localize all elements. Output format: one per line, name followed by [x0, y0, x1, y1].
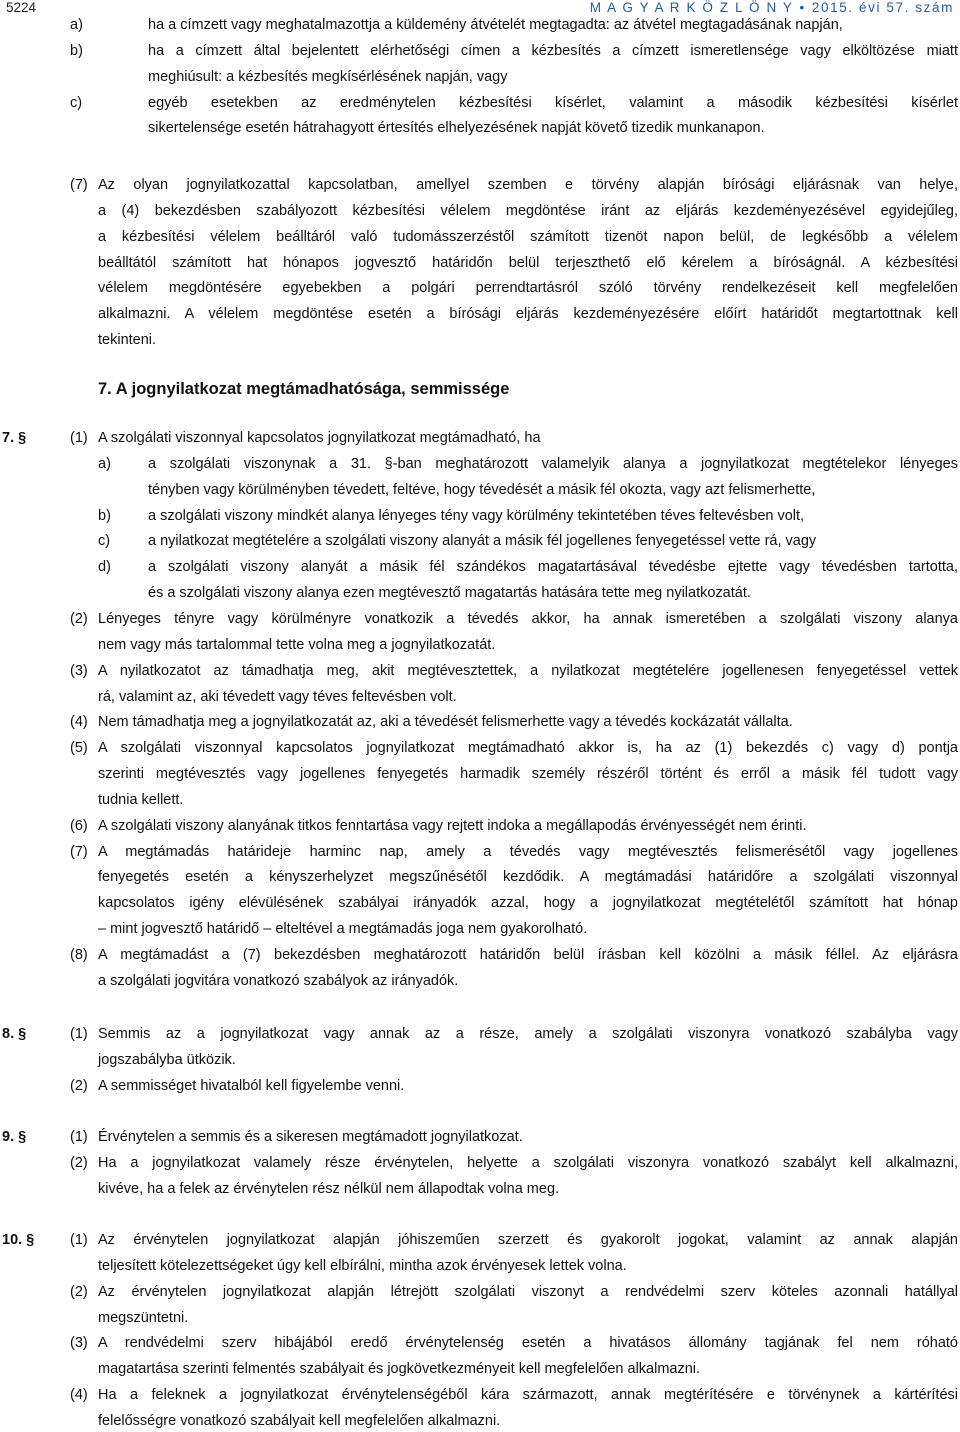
item-b-label: b) [70, 42, 83, 59]
par7-point-a-line: tényben vagy körülményben tévedett, feltéve, hogy tévedését a másik fél okozta, vagy azt felismerhette, [148, 481, 816, 498]
par7-sub-2-line: nem vagy más tartalommal tette volna meg a jognyilatkozatát. [98, 636, 496, 653]
par7-point-c-label: c) [98, 533, 111, 550]
item-b-line: ha a címzett által bejelentett elérhetőségi címen a kézbesítés a címzett ismeretlensége vagy elköltözése miatt [148, 42, 958, 59]
par7-sub-3-label: (3) [70, 662, 88, 679]
item-c-label: c) [70, 94, 83, 111]
par7-sub-7-line: – mint jogvesztő határidő – elteltével a megtámadás joga nem gyakorolható. [98, 921, 588, 938]
par7-sub-7-line: fenyegetés esetén a kényszerhelyzet megszűnésétől kezdődik. A megtámadási határidőre a szolgálati viszonnyal [98, 869, 958, 886]
par7-point-d-line: a szolgálati viszony alanyát a másik fél szándékos magatartásával tévedésbe ejtette vagy tévedésben tartotta, [148, 559, 958, 576]
par10-sub-4-line: felelősségre vonatkozó szabályait kell megfelelően alkalmazni. [98, 1412, 501, 1429]
section-10-number: 10. § [2, 1232, 35, 1248]
par7-point-b-line: a szolgálati viszony mindkét alanya lényeges tény vagy körülmény tekintetében téves feltevésben volt, [148, 507, 805, 524]
par10-sub-1-label: (1) [70, 1232, 88, 1248]
par7-sub-4-line: Nem támadhatja meg a jognyilatkozatát az, aki a tévedését felismerhette vagy a tévedés kockázatát vállalta. [98, 714, 793, 731]
par7-point-a-label: a) [98, 455, 111, 472]
par7-sub-2-label: (2) [70, 610, 88, 627]
par9-sub-2-label: (2) [70, 1154, 88, 1171]
item-a-line: ha a címzett vagy meghatalmazottja a küldemény átvételét megtagadta: az átvétel megtagadásának napján, [148, 17, 843, 33]
par10-sub-3-line: magatartása szerinti felmentés szabályait és jogkövetkezményeit kell megfelelően alkalmazni. [98, 1361, 701, 1378]
par7-sub-7-label: (7) [70, 843, 88, 860]
par10-sub-1-line: teljesített kötelezettségeket úgy kell elbírálni, mintha azok érvényesek lettek volna. [98, 1257, 627, 1274]
par7-sub-8-line: a szolgálati jogvitára vonatkozó szabályok az irányadók. [98, 972, 459, 989]
par7-sub-5-line: A szolgálati viszonnyal kapcsolatos jognyilatkozat megtámadható akkor is, ha az (1) bekezdés c) vagy d) pontja [98, 740, 958, 757]
par8-sub-1-line: jogszabályba ütközik. [98, 1051, 236, 1068]
par10-sub-2-line: megszüntetni. [98, 1309, 189, 1326]
paragraph-7-line: a (4) bekezdésben szabályozott kézbesítési vélelem megdöntése iránt az eljárás kezdeményezésével egyidejűleg, [98, 202, 958, 219]
par8-sub-1-line: Semmis az a jognyilatkozat vagy annak az a része, amely a szolgálati viszonyra vonatkozó szabályba vagy [98, 1026, 958, 1042]
par7-p1-text: A szolgálati viszonnyal kapcsolatos jognyilatkozat megtámadható, ha [98, 430, 541, 446]
par7-point-d-label: d) [98, 559, 111, 576]
par7-point-c-line: a nyilatkozat megtételére a szolgálati viszony alanyát a másik fél jogellenes fenyegetéssel vette rá, vagy [148, 533, 817, 550]
par10-sub-3-line: A rendvédelmi szerv hibájából eredő érvénytelenség esetén a hivatásos állomány tagjának fel nem róható [98, 1335, 958, 1352]
item-b-line: meghiúsult: a kézbesítés megkísérlésének napján, vagy [148, 68, 508, 85]
par7-sub-4-label: (4) [70, 714, 88, 731]
par7-p1-label: (1) [70, 430, 88, 446]
par9-sub-1-line: Érvénytelen a semmis és a sikeresen megtámadott jognyilatkozat. [98, 1129, 523, 1145]
section-8-number: 8. § [2, 1026, 27, 1042]
paragraph-7-line: beálltától számított hat hónapos jogvesztő határidőn belül terjeszthető elő kérelem a bíróságnál. A kézbesítési [98, 254, 958, 271]
page-number: 5224 [6, 0, 37, 15]
item-c-line: egyéb esetekben az eredménytelen kézbesítési kísérlet, valamint a második kézbesítési kísérlet [148, 94, 958, 111]
par8-sub-1-label: (1) [70, 1026, 88, 1042]
par7-point-a-line: a szolgálati viszonynak a 31. §-ban meghatározott valamelyik alanya a jognyilatkozat megtételekor lényeges [148, 455, 958, 472]
par7-sub-7-line: kapcsolatos igény elévülésének szabályai irányadók azzal, hogy a jognyilatkozat megtételétől számított hat hónap [98, 895, 958, 912]
par10-sub-2-label: (2) [70, 1283, 88, 1300]
par7-point-b-label: b) [98, 507, 111, 524]
paragraph-7-label: (7) [70, 177, 88, 193]
journal-title: M A G Y A R K Ö Z L Ö N Y [589, 0, 794, 15]
section-7-number: 7. § [2, 430, 27, 446]
header-bullet: • [799, 0, 806, 15]
paragraph-7-line: Az olyan jognyilatkozattal kapcsolatban, amellyel szemben e törvény alapján bírósági eljárásnak van helye, [98, 177, 958, 193]
par10-sub-4-label: (4) [70, 1387, 88, 1404]
par7-sub-8-label: (8) [70, 947, 88, 963]
par7-sub-6-label: (6) [70, 817, 88, 834]
par7-sub-3-line: rá, valamint az, aki tévedett vagy téves feltevésben volt. [98, 688, 457, 705]
section-9-number: 9. § [2, 1129, 27, 1145]
par7-sub-8-line: A megtámadást a (7) bekezdésben meghatározott határidőn belül írásban kell közölni a másik féllel. Az eljárásra [98, 947, 958, 963]
par7-sub-7-line: A megtámadás határideje harminc nap, amely a tévedés vagy megtévesztés felismerésétől vagy jogellenes [98, 843, 958, 860]
par10-sub-1-line: Az érvénytelen jognyilatkozat alapján jóhiszeműen szerzett és gyakorolt jogokat, valamint az annak alapján [98, 1232, 958, 1248]
par7-sub-5-label: (5) [70, 740, 88, 757]
paragraph-7-line: a kézbesítési vélelem beálltáról való tudomásszerzéstől számított tizenöt napon belül, de legkésőbb a vélelem [98, 228, 958, 245]
section-title: 7. A jognyilatkozat megtámadhatósága, semmissége [98, 380, 510, 398]
paragraph-7-line: tekinteni. [98, 332, 157, 349]
par7-sub-6-line: A szolgálati viszony alanyának titkos fenntartása vagy rejtett indoka a megállapodás érvényességét nem érinti. [98, 817, 807, 834]
par10-sub-4-line: Ha a feleknek a jognyilatkozat érvénytelenségéből kára származott, annak megtérítésére e törvénynek a kártérítési [98, 1387, 958, 1404]
par8-sub-2-line: A semmisséget hivatalból kell figyelembe venni. [98, 1077, 405, 1094]
issue-label: 2015. évi 57. szám [811, 0, 954, 15]
par7-sub-5-line: szerinti megtévesztés vagy jogellenes fenyegetés harmadik személy részéről történt és erről a másik fél tudott vagy [98, 766, 958, 783]
paragraph-7-line: vélelem megdöntésére egyebekben a polgári perrendtartásról szóló törvény rendelkezéseit kell megfelelően [98, 280, 958, 297]
par9-sub-1-label: (1) [70, 1129, 88, 1145]
par9-sub-2-line: Ha a jognyilatkozat valamely része érvénytelen, helyette a szolgálati viszonyra vonatkozó szabályt kell alkalmazni, [98, 1154, 958, 1171]
par10-sub-2-line: Az érvénytelen jognyilatkozat alapján létrejött szolgálati viszonyt a rendvédelmi szerv köteles azonnali hatállyal [98, 1283, 958, 1300]
paragraph-7-line: alkalmazni. A vélelem megdöntése esetén a bírósági eljárás kezdeményezésére előírt határidőt megtartottnak kell [98, 306, 958, 323]
item-c-line: sikertelensége esetén hátrahagyott értesítés elhelyezésének napját követő tizedik munkanapon. [148, 120, 765, 137]
par7-point-d-line: és a szolgálati viszony alanya ezen megtévesztő magatartás hatására tette meg nyilatkozatát. [148, 585, 751, 602]
par7-sub-2-line: Lényeges tényre vagy körülményre vonatkozik a tévedés akkor, ha annak ismeretében a szolgálati viszony alanya [98, 610, 958, 627]
par10-sub-3-label: (3) [70, 1335, 88, 1352]
item-a-label: a) [70, 17, 83, 33]
par7-sub-5-line: tudnia kellett. [98, 791, 184, 808]
par7-sub-3-line: A nyilatkozatot az támadhatja meg, akit megtévesztettek, a nyilatkozat megtételére jogellenesen fenyegetéssel vettek [98, 662, 958, 679]
par9-sub-2-line: kivéve, ha a felek az érvénytelen rész nélkül nem állapodtak volna meg. [98, 1180, 560, 1197]
par8-sub-2-label: (2) [70, 1077, 88, 1094]
